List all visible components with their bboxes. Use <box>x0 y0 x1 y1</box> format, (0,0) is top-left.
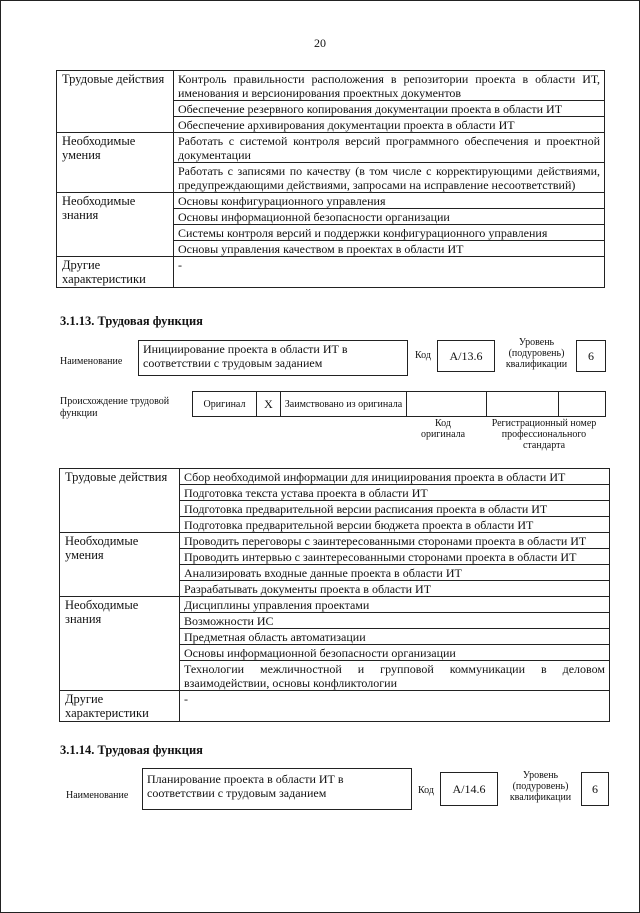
labor-functions-table-2 <box>59 468 610 722</box>
row-label: Трудовые действия <box>57 71 174 133</box>
list-item: Проводить интервью с заинтересованными сторонами проекта в области ИТ <box>180 549 609 565</box>
function-name-box: Планирование проекта в области ИТ в соответствии с трудовым заданием <box>142 768 412 810</box>
row-label: Другие характеристики <box>60 691 180 722</box>
row-label: Необходимые умения <box>60 533 180 597</box>
row-label: Необходимые знания <box>60 597 180 691</box>
table-row <box>60 597 610 691</box>
original-mark: X <box>257 392 281 416</box>
list-item: Работать с системой контроля версий программного обеспечения и проектной документации <box>174 133 604 163</box>
name-label: Наименование <box>60 356 123 367</box>
list-item: - <box>184 692 188 706</box>
list-item: Подготовка предварительной версии бюджета проекта в области ИТ <box>184 518 534 532</box>
list-item: Обеспечение архивирования документации проекта в области ИТ <box>178 118 515 132</box>
level-box: 6 <box>576 340 606 372</box>
list-item: Основы конфигурационного управления <box>174 193 604 209</box>
level-box: 6 <box>581 772 609 806</box>
borrowed-blank <box>407 392 487 416</box>
list-item: Подготовка текста устава проекта в области ИТ <box>180 485 609 501</box>
level-label: Уровень (подуровень) квалификации <box>505 337 568 370</box>
table-row <box>57 133 605 193</box>
list-item: Контроль правильности расположения в репозитории проекта в области ИТ, именования и версионирования проектных документов <box>174 71 604 101</box>
code-original-cell <box>487 392 559 416</box>
list-item: Сбор необходимой информации для инициирования проекта в области ИТ <box>180 469 609 485</box>
table-row <box>60 533 610 597</box>
list-item: Системы контроля версий и поддержки конфигурационного управления <box>174 225 604 241</box>
table-row <box>57 193 605 257</box>
row-label: Другие характеристики <box>57 257 174 288</box>
row-label: Трудовые действия <box>60 469 180 533</box>
labor-functions-table-1 <box>56 70 605 288</box>
list-item: Обеспечение резервного копирования документации проекта в области ИТ <box>174 101 604 117</box>
table-row <box>57 257 605 288</box>
list-item: Возможности ИС <box>180 613 609 629</box>
table-row <box>60 691 610 722</box>
code-original-label: Код оригинала <box>420 418 466 440</box>
list-item: Технологии межличностной и групповой коммуникации в деловом взаимодействии, основы конфликтологии <box>184 662 605 690</box>
list-item: Работать с записями по качеству (в том числе с корректирующими действиями, предупреждающими действиями, запросами на исправление несоответствий) <box>178 164 600 192</box>
name-label: Наименование <box>66 790 129 801</box>
reg-number-label: Регистрационный номер профессионального стандарта <box>491 418 597 451</box>
section-title: 3.1.13. Трудовая функция <box>60 314 203 328</box>
reg-number-cell <box>559 392 607 416</box>
row-label: Необходимые умения <box>57 133 174 193</box>
list-item: Предметная область автоматизации <box>180 629 609 645</box>
function-name-box: Инициирование проекта в области ИТ в соответствии с трудовым заданием <box>138 340 408 376</box>
origin-table <box>192 391 606 417</box>
list-item: Разрабатывать документы проекта в области ИТ <box>184 582 432 596</box>
list-item: Анализировать входные данные проекта в области ИТ <box>180 565 609 581</box>
code-box: А/13.6 <box>437 340 495 372</box>
list-item: Основы управления качеством в проектах в области ИТ <box>178 242 464 256</box>
table-row <box>60 469 610 533</box>
list-item: Подготовка предварительной версии расписания проекта в области ИТ <box>180 501 609 517</box>
code-label: Код <box>418 785 434 796</box>
table-row <box>57 71 605 133</box>
row-label: Необходимые знания <box>57 193 174 257</box>
page-number: 20 <box>314 36 326 50</box>
code-label: Код <box>415 350 431 361</box>
list-item: - <box>178 258 182 272</box>
origin-label: Происхождение трудовой функции <box>60 396 170 419</box>
list-item: Дисциплины управления проектами <box>180 597 609 613</box>
borrowed-label: Заимствовано из оригинала <box>281 392 407 416</box>
code-box: А/14.6 <box>440 772 498 806</box>
list-item: Основы информационной безопасности организации <box>180 645 609 661</box>
list-item: Проводить переговоры с заинтересованными сторонами проекта в области ИТ <box>180 533 609 549</box>
level-label: Уровень (подуровень) квалификации <box>509 770 572 803</box>
list-item: Основы информационной безопасности организации <box>174 209 604 225</box>
original-label: Оригинал <box>193 392 257 416</box>
section-title: 3.1.14. Трудовая функция <box>60 743 203 757</box>
